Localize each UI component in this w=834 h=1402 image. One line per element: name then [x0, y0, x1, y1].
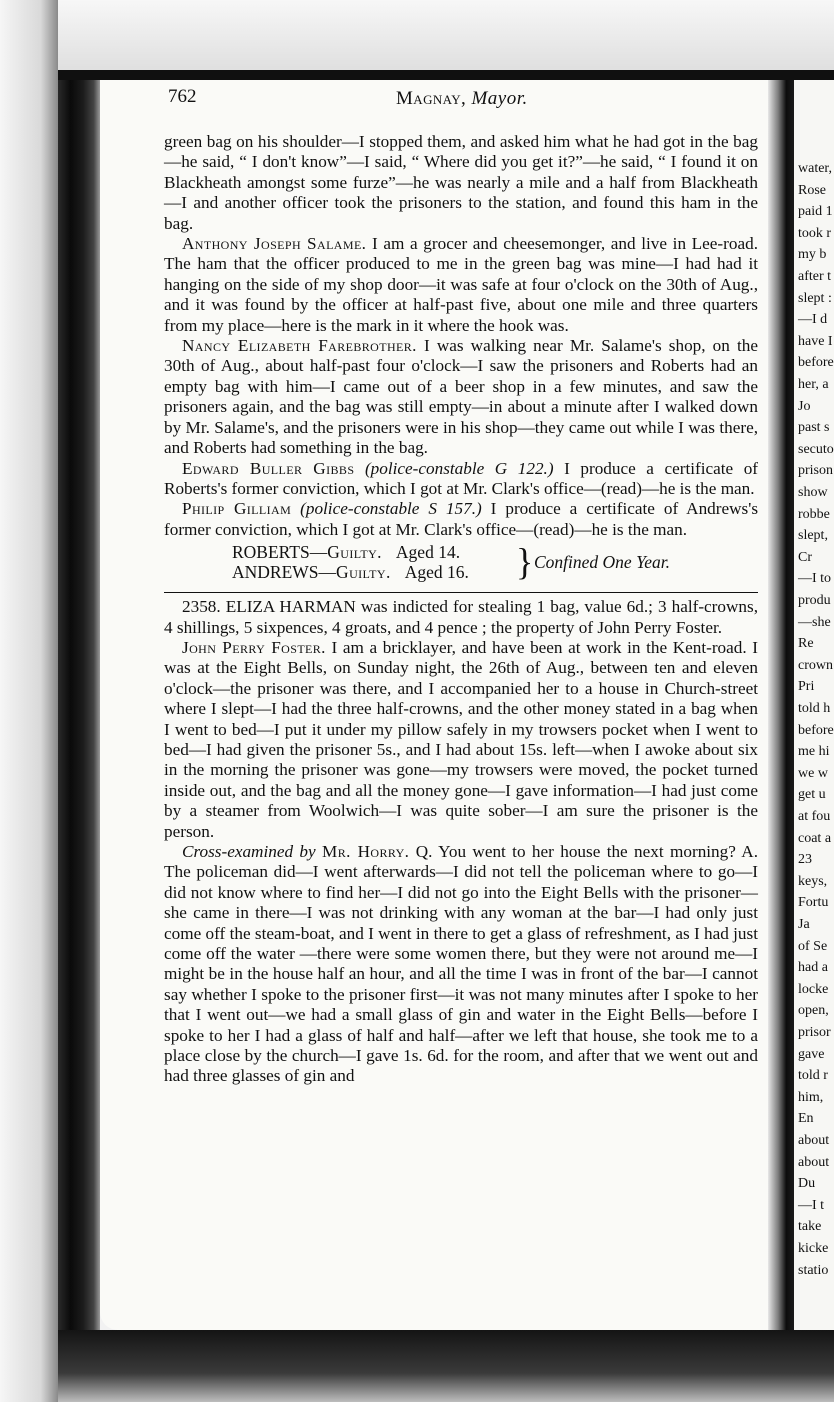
facing-page-line: En: [798, 1111, 814, 1127]
facing-page-line: secuto: [798, 441, 834, 457]
testimony-text: I am a grocer and cheesemonger, and live in Lee-road. The ham that the officer produced to me in the green bag was mine—I had had it hanging on the side of my shop door—it was safe at four o'clock on the 30th of Aug., and it was found by the officer at half-past five, about one mile and three quarters from my place—here is the mark in it where the hook was.: [164, 234, 758, 335]
page-header: [168, 86, 758, 116]
running-head: [396, 88, 528, 110]
facing-page-line: before: [798, 722, 834, 738]
facing-page-line: kicke: [798, 1241, 829, 1256]
facing-page-line: show: [798, 485, 828, 500]
facing-page-line: at fou: [798, 809, 831, 824]
book-edge-bottom: [58, 1330, 834, 1402]
scan-background-top: [0, 0, 834, 80]
verdict-block: [164, 542, 758, 586]
facing-page-fragment: [794, 80, 834, 1330]
testimony-text: I was walking near Mr. Salame's shop, on the 30th of Aug., about half-past four o'clock—I saw the prisoners and Roberts had an empty bag with him—I came out of a beer shop in a few minutes, and saw the prisoners again, and the bag was still empty—in about a minute after I walked down by Mr. Salame's, and the prisoners were in his shop—they came out while I was there, and Roberts had something in the bag.: [164, 336, 758, 458]
testimony-foster: [164, 638, 758, 842]
facing-page-line: Rose: [798, 182, 826, 198]
verdict-brace: }: [516, 541, 534, 584]
cross-examined-label: Cross-examined by: [182, 842, 316, 861]
facing-page-line: took r: [798, 225, 832, 241]
running-head-title: Mayor.: [471, 88, 528, 109]
verdict-sentence: Confined One Year.: [534, 552, 670, 573]
facing-page-line: slept,: [798, 528, 828, 544]
speaker-role: (police-constable G 122.): [364, 458, 554, 478]
speaker-role: (police-constable S 157.): [300, 499, 482, 519]
facing-page-line: gave: [798, 1046, 825, 1062]
facing-page-line: prisor: [798, 1025, 831, 1040]
testimony-text: I produce a certificate of Andrews's former conviction, which I got at Mr. Clark's office—(read)—he is the man.: [164, 499, 759, 539]
facing-page-line: her, a: [798, 377, 829, 392]
facing-page-line: robbe: [798, 506, 830, 522]
facing-page-line: have I: [798, 333, 833, 349]
cross-examination: [164, 842, 758, 1087]
page-body: [164, 132, 758, 1087]
facing-page-line: open,: [798, 1003, 829, 1019]
speaker-name: John Perry Foster.: [182, 637, 326, 657]
facing-page-line: Fortu: [798, 895, 829, 911]
testimony-text: Q. You went to her house the next morning? A. The policeman did—I went afterwards—I did not tell the policeman where to go—I did not know where to find her—I did not go into the Eight Bells with the prisoner—she came in there—I was not drinking with any woman at the bar—I had only just come off the steam-boat, and I went in there to get a glass of refreshment, as I had just come off the water —there were some women there, but they were not around me—I might be in the house half an hour, and all the time I was in front of the bar—I cannot say whether I spoke to the prisoner first—it was not many minutes after I spoke to her that I went out—we had a small glass of gin and water in the Eight Bells—before I spoke to her I had a glass of half and half—after we left that house, she took me to a place close by the church—I gave 1s. 6d. for the room, and after that we went out and had three glasses of gin and: [164, 842, 758, 1086]
facing-page-line: produ: [798, 593, 831, 608]
running-head-name: Magnay,: [396, 88, 467, 109]
facing-page-line: crown: [798, 657, 833, 673]
facing-page-line: me hi: [798, 744, 830, 760]
facing-page-line: statio: [798, 1262, 829, 1278]
facing-page-line: locke: [798, 981, 829, 997]
facing-page-line: —I d: [798, 312, 828, 328]
facing-page-line: about: [798, 1133, 830, 1148]
facing-page-line: about: [798, 1154, 830, 1170]
facing-page-line: had a: [798, 960, 828, 976]
testimony-text: I produce a certificate of Roberts's former conviction, which I got at Mr. Clark's office—(read)—he is the man.: [164, 458, 759, 498]
facing-page-line: water,: [798, 161, 833, 176]
book-binding: [58, 80, 100, 1338]
verdict-names: [232, 542, 469, 582]
verdict-line-roberts: ROBERTS—Guilty. Aged 14.: [232, 542, 461, 563]
facing-page-line: before: [798, 355, 834, 371]
facing-page-line: Ja: [798, 917, 810, 932]
facing-page-line: told h: [798, 701, 831, 716]
testimony-farebrother: [164, 336, 758, 458]
speaker-name: Nancy Elizabeth Farebrother.: [182, 336, 417, 356]
case-divider: [164, 592, 758, 593]
testimony-gibbs: [164, 459, 758, 500]
facing-page-line: Cr: [798, 549, 812, 565]
facing-page-line: him,: [798, 1089, 824, 1105]
facing-page-line: told r: [798, 1068, 828, 1084]
facing-page-line: Re: [798, 636, 814, 652]
facing-page-line: past s: [798, 420, 830, 436]
facing-page-line: we w: [798, 765, 828, 781]
facing-page-line: Du: [798, 1176, 816, 1192]
verdict-line-andrews: ANDREWS—Guilty. Aged 16.: [232, 562, 469, 583]
facing-page-line: after t: [798, 269, 832, 284]
facing-page-line: —I to: [798, 571, 832, 587]
facing-page-line: of Se: [798, 938, 828, 954]
page-number: 762: [168, 86, 197, 107]
scan-background-left: [0, 0, 58, 1402]
facing-page-line: coat a: [798, 830, 832, 846]
speaker-name: Philip Gilliam: [182, 499, 292, 519]
speaker-name: Mr. Horry.: [322, 842, 410, 861]
facing-page-line: keys,: [798, 873, 828, 889]
testimony-gilliam: [164, 499, 758, 540]
facing-page-line: Pri: [798, 679, 815, 695]
facing-page-line: paid 1: [798, 204, 833, 220]
speaker-name: Edward Buller Gibbs: [182, 458, 355, 478]
facing-page-line: my b: [798, 247, 827, 263]
facing-page-line: get u: [798, 787, 826, 803]
facing-page-line: prison: [798, 463, 833, 479]
facing-page-line: take: [798, 1219, 822, 1235]
facing-page-line: slept :: [798, 290, 832, 306]
testimony-text: I am a bricklayer, and have been at work in the Kent-road. I was at the Eight Bells, on Sunday night, the 26th of Aug., between ten and eleven o'clock—the prisoner was there, and I accompanied her to a house in Church-street where I slept—I had the three half-crowns, and the other money stated in a bag when I went to bed—I put it under my pillow safely in my trowsers pocket when I went to bed—I had given the prisoner 5s., and I had about 15s. left—when I awoke about six in the morning the prisoner was gone—my trowsers were moved, the pocket turned inside out, and the bag and all the money gone—I gave information—I had just come by a steamer from Woolwich—I was quite sober—I am sure the prisoner is the person.: [164, 637, 758, 841]
indictment-harman: 2358. ELIZA HARMAN was indicted for stealing 1 bag, value 6d.; 3 half-crowns, 4 shillings, 5 sixpences, 4 groats, and 4 pence ; the property of John Perry Foster.: [164, 597, 758, 637]
testimony-salame: [164, 234, 758, 336]
facing-page-line: Jo: [798, 398, 811, 414]
facing-page-line: —she: [798, 614, 831, 630]
speaker-name: Anthony Joseph Salame.: [182, 234, 367, 254]
paragraph-continuation: green bag on his shoulder—I stopped them, and asked him what he had got in the bag—he said, “ I don't know”—I said, “ Where did you get it?”—he said, “ I found it on Blackheath amongst some furze”—he was nearly a mile and a half from Blackheath—I and another officer took the prisoners to the station, and found this ham in the bag.: [164, 132, 758, 233]
facing-page-line: —I t: [798, 1197, 825, 1213]
book-gutter: [768, 80, 794, 1338]
facing-page-line: 23: [798, 852, 812, 868]
